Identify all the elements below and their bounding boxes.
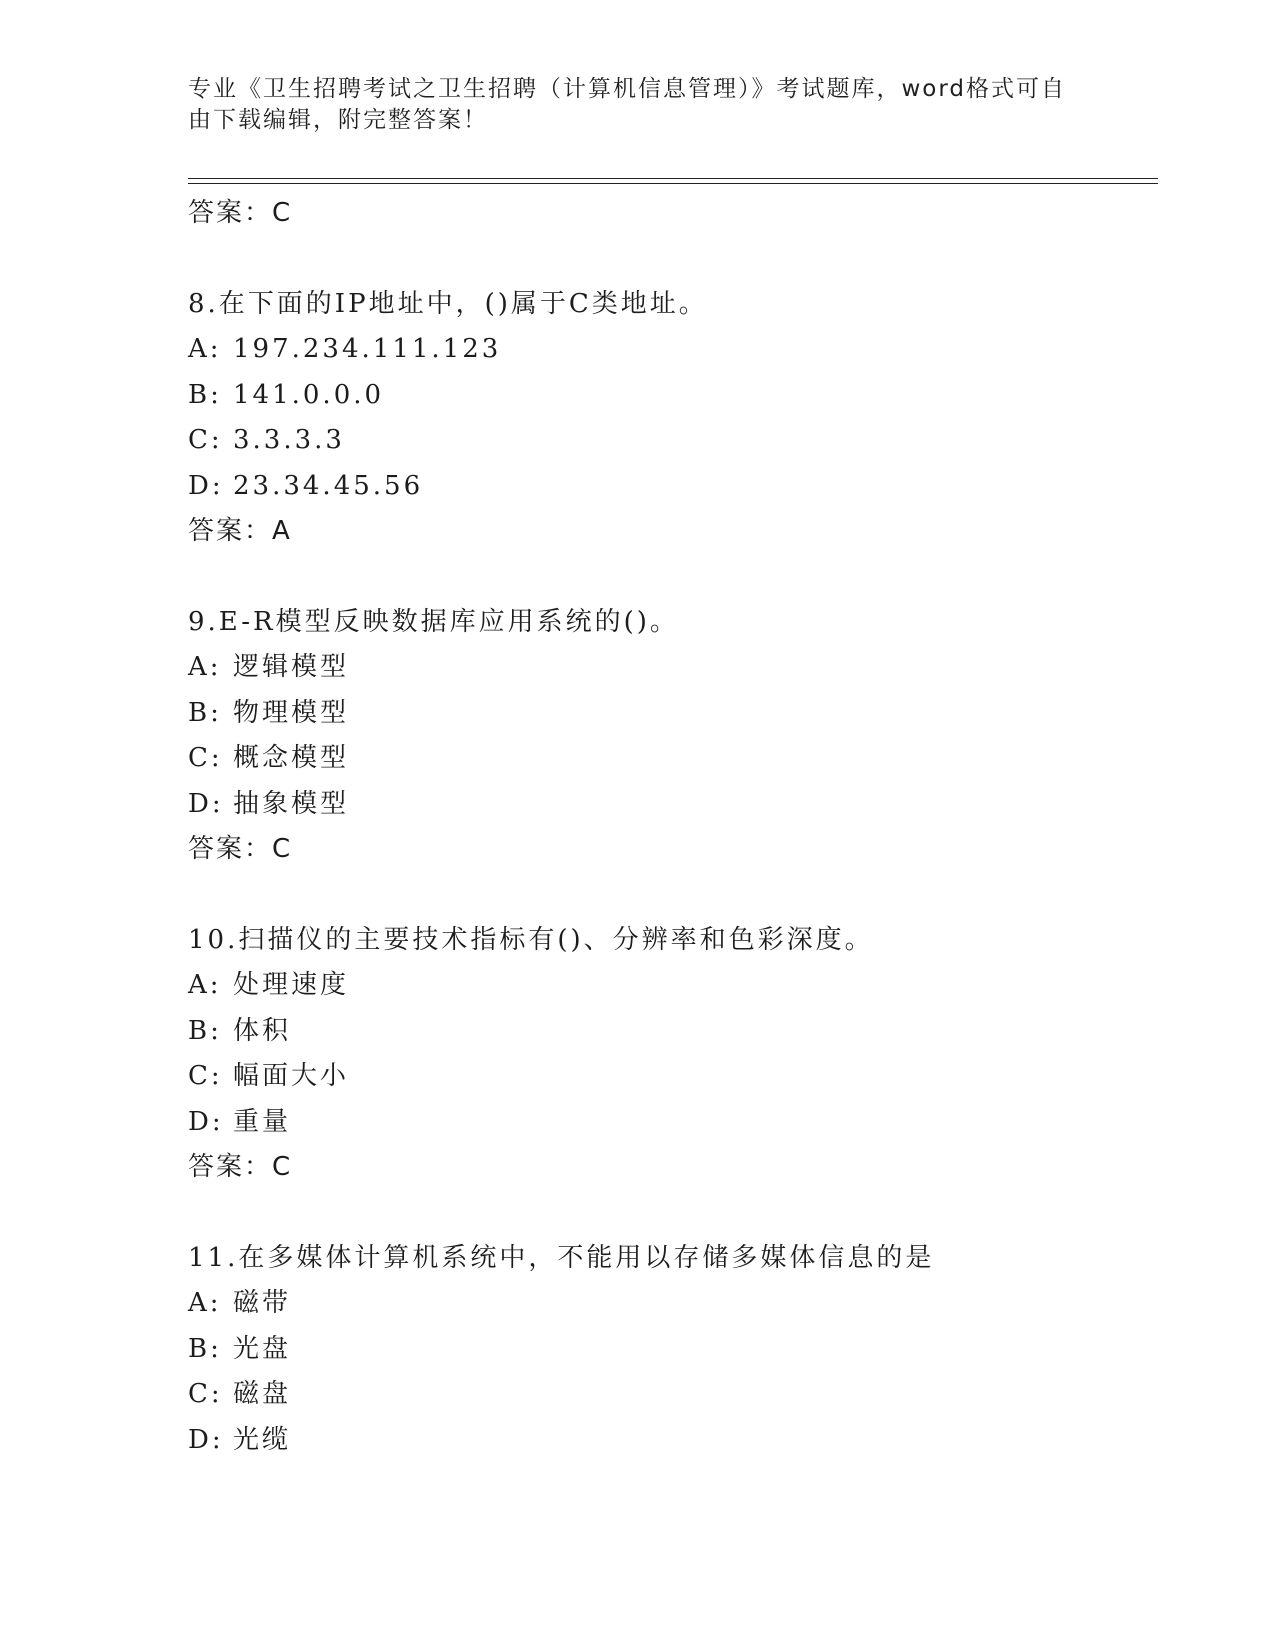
- option-c: [188, 418, 1168, 464]
- option-text: 体积: [233, 1015, 292, 1046]
- question-stem: 10.扫描仪的主要技术指标有()、分辨率和色彩深度。: [188, 924, 874, 955]
- option-text: 幅面大小: [233, 1061, 350, 1091]
- option-letter: B:: [188, 379, 222, 410]
- question-stem: 8.在下面的IP地址中，()属于C类地址。: [188, 288, 708, 319]
- option-text: 光缆: [233, 1424, 292, 1455]
- option-text: 概念模型: [233, 743, 350, 773]
- option-text: 3.3.3.3: [233, 425, 345, 455]
- option-d: [188, 782, 1168, 828]
- question-block: [188, 1236, 1168, 1464]
- spacer: [188, 1191, 1168, 1236]
- spacer: [188, 873, 1168, 918]
- option-letter: C:: [188, 1379, 223, 1409]
- document-header: [188, 74, 1068, 136]
- option-text: 抽象模型: [233, 788, 350, 819]
- option-text: 光盘: [233, 1333, 292, 1364]
- header-divider-top: [188, 178, 1158, 179]
- option-a: [188, 327, 1168, 373]
- option-letter: B:: [188, 697, 222, 728]
- option-c: [188, 1054, 1168, 1100]
- option-letter: A:: [188, 1288, 222, 1318]
- option-letter: B:: [188, 1015, 222, 1046]
- header-line-2: 由下载编辑，附完整答案！: [188, 107, 488, 133]
- option-b: [188, 691, 1168, 737]
- option-text: 逻辑模型: [233, 652, 350, 682]
- spacer: [188, 237, 1168, 282]
- answer-line: 答案：A: [188, 516, 292, 546]
- option-letter: A:: [188, 970, 222, 1000]
- option-letter: C:: [188, 1061, 223, 1091]
- option-letter: A:: [188, 652, 222, 682]
- spacer: [188, 555, 1168, 600]
- option-b: [188, 373, 1168, 419]
- option-a: [188, 1281, 1168, 1327]
- option-letter: D:: [188, 470, 224, 501]
- answer-line: 答案：C: [188, 834, 293, 864]
- question-block: [188, 600, 1168, 873]
- option-text: 磁带: [233, 1288, 292, 1318]
- answer-line: 答案：C: [188, 1152, 293, 1182]
- option-text: 处理速度: [233, 970, 350, 1000]
- option-text: 141.0.0.0: [233, 379, 385, 410]
- option-letter: D:: [188, 788, 224, 819]
- question-stem: 9.E-R模型反映数据库应用系统的()。: [188, 606, 679, 637]
- option-c: [188, 736, 1168, 782]
- option-letter: C:: [188, 743, 223, 773]
- option-letter: C:: [188, 425, 223, 455]
- option-d: [188, 1418, 1168, 1464]
- header-divider-bottom: [188, 183, 1158, 184]
- question-block: [188, 918, 1168, 1191]
- header-line-1: 专业《卫生招聘考试之卫生招聘（计算机信息管理）》考试题库，word格式可自: [188, 76, 1067, 102]
- option-text: 197.234.111.123: [233, 334, 502, 364]
- option-a: [188, 645, 1168, 691]
- option-text: 重量: [233, 1106, 292, 1137]
- option-d: [188, 1100, 1168, 1146]
- option-letter: D:: [188, 1424, 224, 1455]
- option-b: [188, 1327, 1168, 1373]
- option-c: [188, 1372, 1168, 1418]
- option-text: 磁盘: [233, 1379, 292, 1409]
- option-letter: B:: [188, 1333, 222, 1364]
- option-text: 物理模型: [233, 697, 350, 728]
- question-block: [188, 282, 1168, 555]
- question-stem: 11.在多媒体计算机系统中，不能用以存储多媒体信息的是: [188, 1242, 935, 1273]
- option-letter: D:: [188, 1106, 224, 1137]
- question-list: [188, 191, 1168, 1463]
- option-letter: A:: [188, 334, 222, 364]
- option-b: [188, 1009, 1168, 1055]
- option-text: 23.34.45.56: [233, 470, 424, 501]
- option-d: [188, 464, 1168, 510]
- answer-line: 答案：C: [188, 198, 293, 228]
- option-a: [188, 963, 1168, 1009]
